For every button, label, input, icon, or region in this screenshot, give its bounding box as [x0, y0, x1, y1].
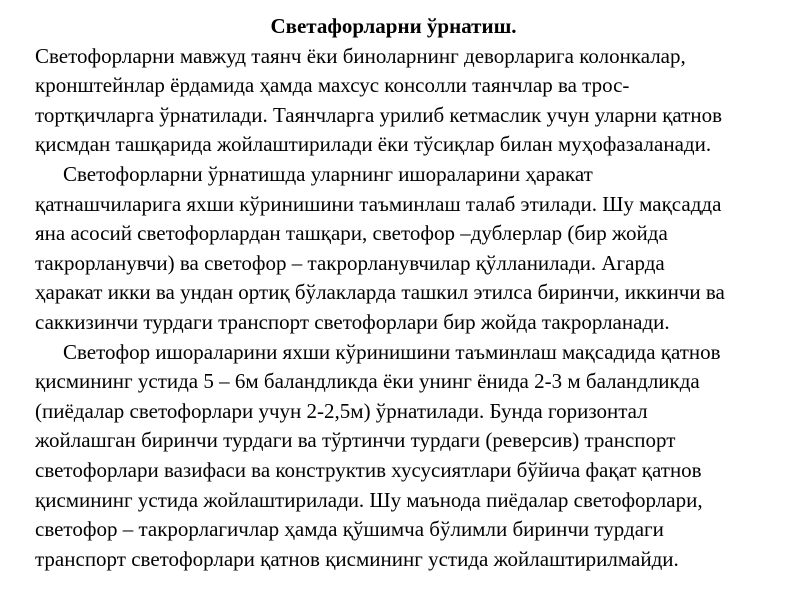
paragraph-line: тортқичларга ўрнатилади. Таянчларга урилиб кетмаслик учун уларни қатнов — [35, 102, 723, 127]
paragraph-line: (пиёдалар светофорлари учун 2-2,5м) ўрнатилади. Бунда горизонтал — [35, 398, 648, 423]
paragraph-line: қисмининг устида 5 – 6м баландликда ёки унинг ёнида 2-3 м баландликда — [35, 369, 700, 394]
paragraph-line: қатнашчиларига яхши кўринишини таъминлаш талаб этилади. Шу мақсадда — [35, 191, 722, 216]
paragraph-line: транспорт светофорлари қатнов қисмининг устида жойлаштирилмайди. — [35, 546, 679, 571]
document-title: Светафорларни ўрнатиш. — [270, 14, 517, 38]
paragraph-3 — [35, 338, 770, 575]
paragraph-line: саккизинчи турдаги транспорт светофорлари бир жойда такрорланади. — [35, 309, 670, 334]
paragraph-line: қисмдан ташқарида жойлаштирилади ёки тўсиқлар билан муҳофазаланади. — [35, 132, 712, 157]
paragraph-line: такрорланувчи) ва светофор – такрорланувчилар қўлланилади. Агарда — [35, 250, 665, 275]
paragraph-line: жойлашган биринчи турдаги ва тўртинчи турдаги (реверсив) транспорт — [35, 428, 676, 453]
paragraph-line: светофорлари вазифаси ва конструктив хусусиятлари бўйича фақат қатнов — [35, 457, 702, 482]
paragraph-line: светофор – такрорлагичлар ҳамда қўшимча бўлимли биринчи турдаги — [35, 517, 664, 542]
paragraph-line: Светофорларни ўрнатишда уларнинг ишораларини ҳаракат — [63, 161, 593, 186]
paragraph-1 — [35, 42, 770, 160]
paragraph-line: Светофорларни мавжуд таянч ёки биноларнинг деворларига колонкалар, — [35, 43, 686, 68]
paragraph-line: Светофор ишораларини яхши кўринишини таъминлаш мақсадида қатнов — [63, 339, 721, 364]
paragraph-line: яна асосий светофорлардан ташқари, светофор –дублерлар (бир жойда — [35, 221, 668, 246]
paragraph-line: кронштейнлар ёрдамида ҳамда махсус консолли таянчлар ва трос- — [35, 73, 630, 98]
paragraph-line: қисмининг устида жойлаштирилади. Шу маънода пиёдалар светофорлари, — [35, 487, 703, 512]
paragraph-2 — [35, 160, 770, 338]
paragraph-line: ҳаракат икки ва ундан ортиқ бўлакларда ташкил этилса биринчи, иккинчи ва — [35, 280, 725, 305]
